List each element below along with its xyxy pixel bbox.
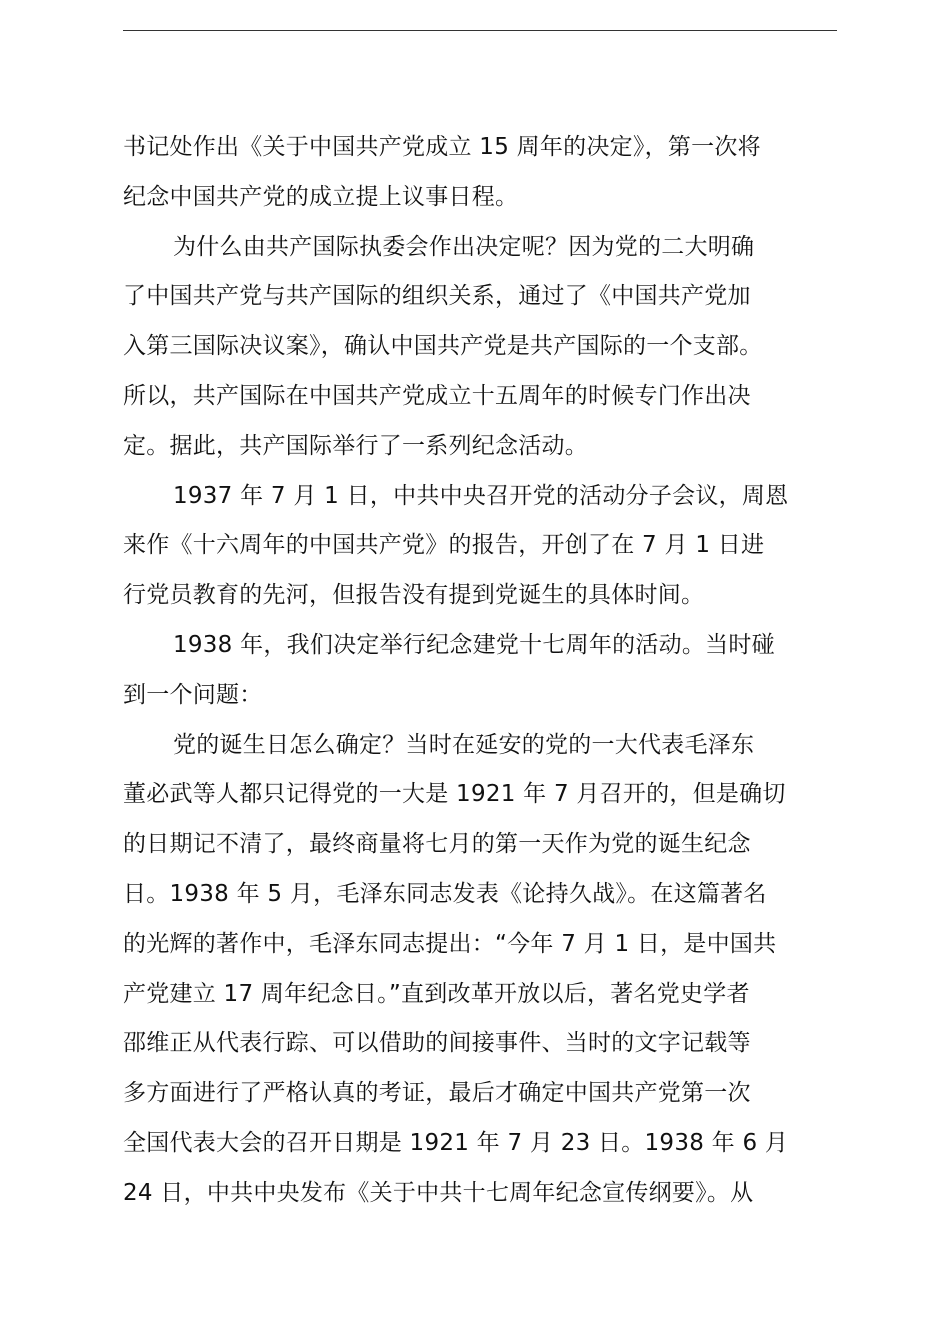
paragraph-start-line: 1938 年，我们决定举行纪念建党十七周年的活动。当时碰 <box>173 631 775 658</box>
text-line: 董必武等人都只记得党的一大是 1921 年 7 月召开的，但是确切 <box>123 781 786 808</box>
text-line: 邵维正从代表行踪、可以借助的间接事件、当时的文字记载等 <box>123 1030 751 1057</box>
text-line: 纪念中国共产党的成立提上议事日程。 <box>123 183 519 210</box>
text-line: 行党员教育的先河，但报告没有提到党诞生的具体时间。 <box>123 582 705 609</box>
text-line: 的光辉的著作中，毛泽东同志提出：“今年 7 月 1 日，是中国共 <box>123 930 777 957</box>
text-line: 多方面进行了严格认真的考证，最后才确定中国共产党第一次 <box>123 1080 751 1107</box>
text-line: 所以，共产国际在中国共产党成立十五周年的时候专门作出决 <box>123 382 751 409</box>
text-line: 了中国共产党与共产国际的组织关系，通过了《中国共产党加 <box>123 283 751 310</box>
text-line: 的日期记不清了，最终商量将七月的第一天作为党的诞生纪念 <box>123 831 751 858</box>
text-line: 定。据此，共产国际举行了一系列纪念活动。 <box>123 432 588 459</box>
text-line: 24 日，中共中央发布《关于中共十七周年纪念宣传纲要》。从 <box>123 1179 754 1206</box>
paragraph-start-line: 1937 年 7 月 1 日，中共中央召开党的活动分子会议，周恩 <box>173 482 789 509</box>
body-text <box>123 123 837 1219</box>
text-line: 日。1938 年 5 月，毛泽东同志发表《论持久战》。在这篇著名 <box>123 880 767 907</box>
text-line: 产党建立 17 周年纪念日。”直到改革开放以后，著名党史学者 <box>123 980 750 1007</box>
text-line: 全国代表大会的召开日期是 1921 年 7 月 23 日。1938 年 6 月 <box>123 1129 789 1156</box>
paragraph-start-line: 为什么由共产国际执委会作出决定呢？因为党的二大明确 <box>173 233 755 260</box>
text-line: 来作《十六周年的中国共产党》的报告，开创了在 7 月 1 日进 <box>123 532 765 559</box>
header-rule <box>123 30 837 31</box>
text-line: 书记处作出《关于中国共产党成立 15 周年的决定》，第一次将 <box>123 134 761 160</box>
text-line: 入第三国际决议案》，确认中国共产党是共产国际的一个支部。 <box>123 333 763 360</box>
paragraph-start-line: 党的诞生日怎么确定？当时在延安的党的一大代表毛泽东 <box>173 731 755 758</box>
text-line: 到一个问题： <box>123 681 263 708</box>
